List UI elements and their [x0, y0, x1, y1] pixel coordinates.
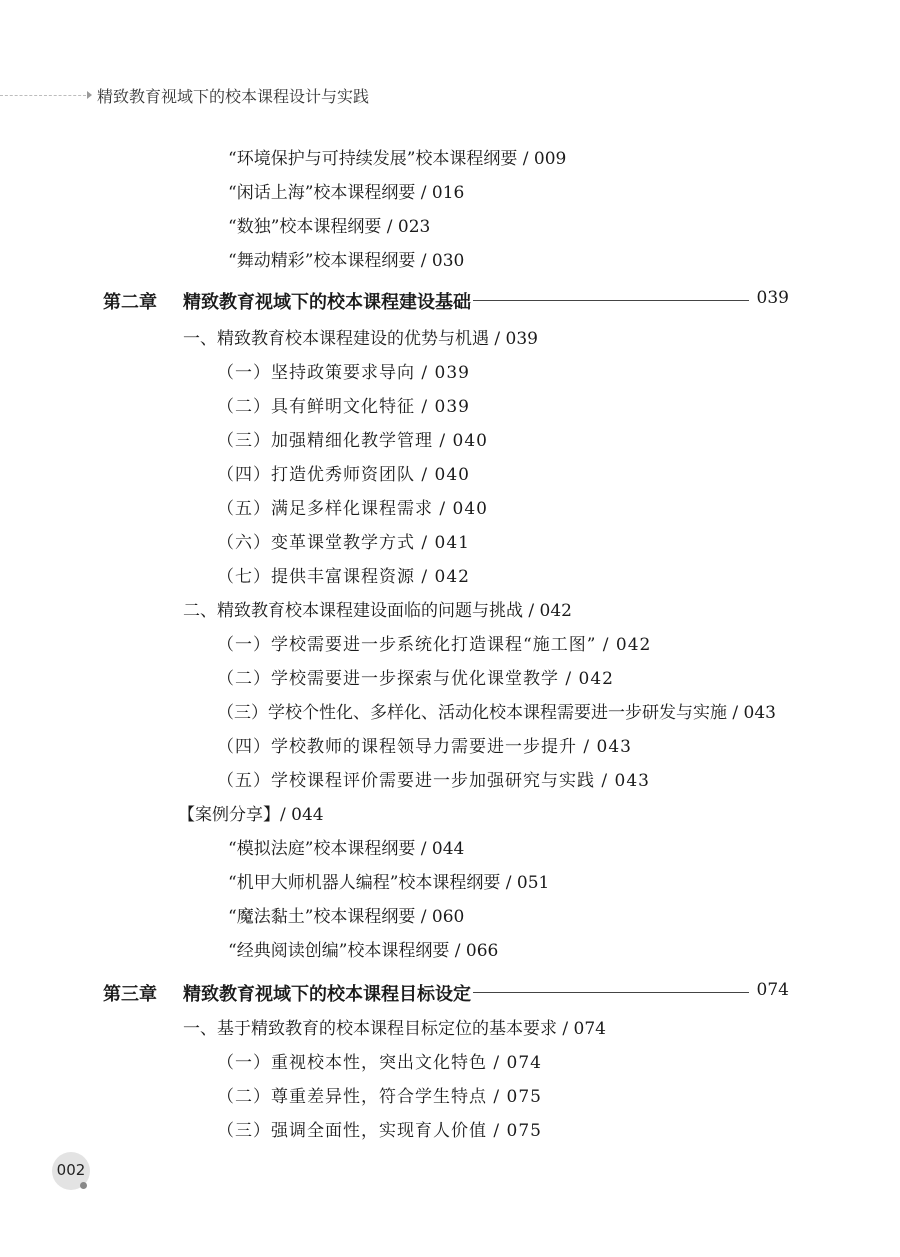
toc-entry[interactable]: （四）打造优秀师资团队 / 040 — [217, 465, 470, 485]
toc-entry[interactable]: 【案例分享】/ 044 — [178, 805, 324, 825]
toc-entry[interactable]: “模拟法庭”校本课程纲要 / 044 — [228, 839, 465, 859]
page-number: 002 — [56, 1161, 86, 1179]
toc-entry[interactable]: （四）学校教师的课程领导力需要进一步提升 / 043 — [217, 737, 632, 757]
chapter-heading[interactable] — [103, 288, 789, 312]
toc-entry[interactable]: （三）学校个性化、多样化、活动化校本课程需要进一步研发与实施 / 043 — [217, 703, 776, 723]
toc-entry[interactable]: （五）学校课程评价需要进一步加强研究与实践 / 043 — [217, 771, 650, 791]
toc-entry[interactable]: （六）变革课堂教学方式 / 041 — [217, 533, 470, 553]
page-number-badge — [52, 1152, 90, 1190]
toc-entry[interactable]: （七）提供丰富课程资源 / 042 — [217, 567, 470, 587]
book-title: 精致教育视域下的校本课程设计与实践 — [97, 87, 370, 106]
toc-entry[interactable]: “舞动精彩”校本课程纲要 / 030 — [228, 251, 465, 271]
toc-entry[interactable]: “魔法黏土”校本课程纲要 / 060 — [228, 907, 465, 927]
toc-entry[interactable]: （三）强调全面性，实现育人价值 / 075 — [217, 1121, 542, 1141]
leader-line — [473, 300, 749, 301]
toc-entry[interactable]: “机甲大师机器人编程”校本课程纲要 / 051 — [228, 873, 550, 893]
chapter-number: 第三章 — [103, 984, 157, 1005]
toc-entry[interactable]: （三）加强精细化教学管理 / 040 — [217, 431, 488, 451]
chapter-page: 039 — [756, 288, 789, 308]
leader-line — [473, 992, 749, 993]
chapter-number: 第二章 — [103, 292, 157, 313]
toc-entry[interactable]: （二）尊重差异性，符合学生特点 / 075 — [217, 1087, 542, 1107]
toc-entry[interactable]: （五）满足多样化课程需求 / 040 — [217, 499, 488, 519]
toc-entry[interactable]: 一、基于精致教育的校本课程目标定位的基本要求 / 074 — [183, 1019, 606, 1039]
toc-entry[interactable]: （二）学校需要进一步探索与优化课堂教学 / 042 — [217, 669, 614, 689]
toc-entry[interactable]: “环境保护与可持续发展”校本课程纲要 / 009 — [228, 149, 567, 169]
toc-entry[interactable]: （一）重视校本性，突出文化特色 / 074 — [217, 1053, 542, 1073]
toc-entry[interactable]: （二）具有鲜明文化特征 / 039 — [217, 397, 470, 417]
header-arrow-icon — [87, 91, 92, 99]
chapter-title: 精致教育视域下的校本课程建设基础 — [183, 292, 471, 313]
chapter-page: 074 — [756, 980, 789, 1000]
toc-entry[interactable]: “经典阅读创编”校本课程纲要 / 066 — [228, 941, 499, 961]
chapter-title: 精致教育视域下的校本课程目标设定 — [183, 984, 471, 1005]
toc-entry[interactable]: 一、精致教育校本课程建设的优势与机遇 / 039 — [183, 329, 538, 349]
toc-entry[interactable]: “闲话上海”校本课程纲要 / 016 — [228, 183, 465, 203]
toc-entry[interactable]: 二、精致教育校本课程建设面临的问题与挑战 / 042 — [183, 601, 572, 621]
toc-entry[interactable]: “数独”校本课程纲要 / 023 — [228, 217, 431, 237]
page-dot-icon — [80, 1182, 87, 1189]
chapter-heading[interactable] — [103, 980, 789, 1004]
header-dotted-line — [0, 95, 86, 96]
toc-entry[interactable]: （一）学校需要进一步系统化打造课程“施工图” / 042 — [217, 635, 652, 655]
toc-entry[interactable]: （一）坚持政策要求导向 / 039 — [217, 363, 470, 383]
running-header — [0, 84, 900, 108]
